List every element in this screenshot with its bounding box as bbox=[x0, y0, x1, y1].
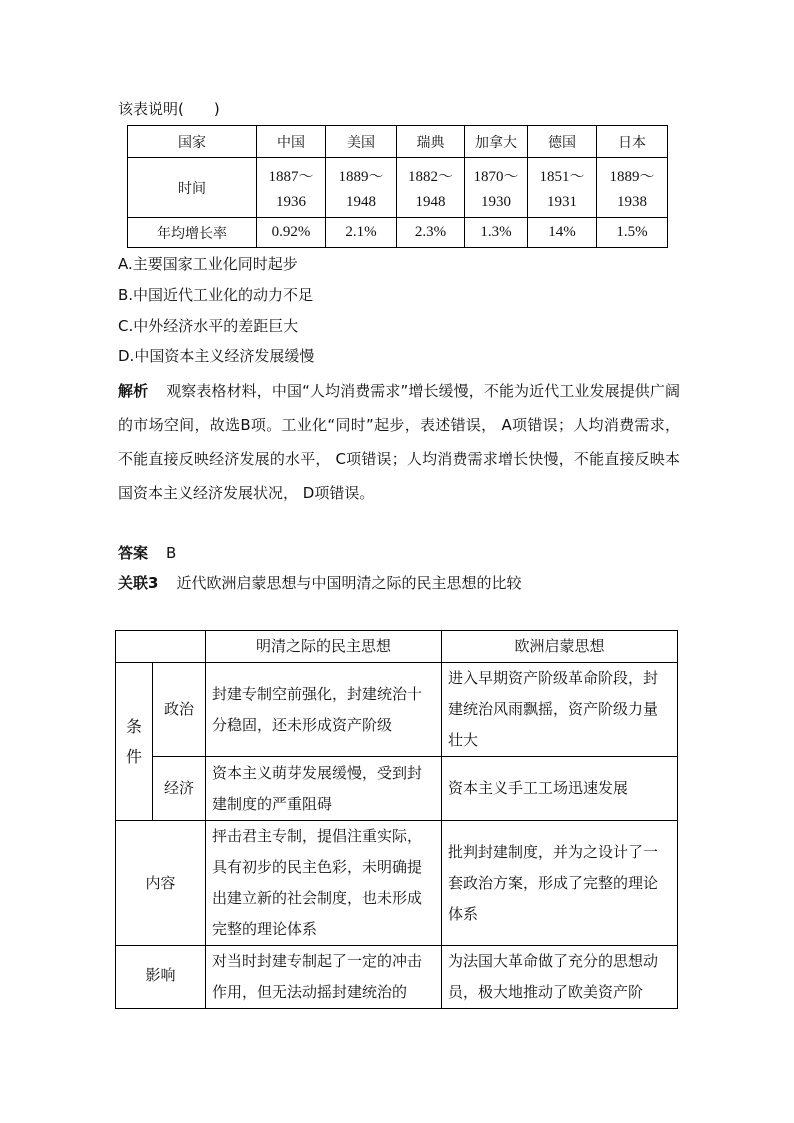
time-label: 时间 bbox=[128, 158, 257, 218]
politics-label: 政治 bbox=[153, 663, 206, 757]
option-d: D.中国资本主义经济发展缓慢 bbox=[118, 347, 315, 365]
answer-line bbox=[118, 542, 176, 563]
content-ming: 抨击君主专制，提倡注重实际，具有初步的民主色彩，未明确提出建立新的社会制度，也未形成完整的理论体系 bbox=[206, 821, 442, 946]
economy-ming: 资本主义萌芽发展缓慢，受到封建制度的严重阻碍 bbox=[206, 757, 442, 821]
impact-ming: 对当时封建专制起了一定的冲击作用，但无法动摇封建统治的 bbox=[206, 946, 442, 1009]
impact-label: 影响 bbox=[116, 946, 206, 1009]
option-b: B.中国近代工业化的动力不足 bbox=[118, 286, 314, 304]
header-country: 国家 bbox=[128, 126, 257, 158]
section-heading bbox=[118, 572, 521, 593]
corner-cell bbox=[116, 631, 206, 663]
header-canada: 加拿大 bbox=[465, 126, 528, 158]
answer-value: B bbox=[166, 544, 177, 562]
rate-cell: 1.5% bbox=[597, 218, 668, 248]
time-cell: 1887～ 1936 bbox=[257, 158, 326, 218]
time-cell: 1851～ 1931 bbox=[528, 158, 597, 218]
rate-cell: 1.3% bbox=[465, 218, 528, 248]
header-china: 中国 bbox=[257, 126, 326, 158]
politics-ming: 封建专制空前强化，封建统治十分稳固，还未形成资产阶级 bbox=[206, 663, 442, 757]
time-cell: 1889～ 1938 bbox=[597, 158, 668, 218]
politics-europe: 进入早期资产阶级革命阶段，封建统治风雨飘摇，资产阶级力量壮大 bbox=[442, 663, 678, 757]
rate-cell: 2.1% bbox=[326, 218, 397, 248]
rate-label: 年均增长率 bbox=[128, 218, 257, 248]
header-europe: 欧洲启蒙思想 bbox=[442, 631, 678, 663]
content-europe: 批判封建制度，并为之设计了一套政治方案，形成了完整的理论体系 bbox=[442, 821, 678, 946]
economy-label: 经济 bbox=[153, 757, 206, 821]
option-c: C.中外经济水平的差距巨大 bbox=[118, 317, 299, 335]
header-sweden: 瑞典 bbox=[397, 126, 465, 158]
header-ming-qing: 明清之际的民主思想 bbox=[206, 631, 442, 663]
answer-label: 答案 bbox=[118, 544, 149, 562]
time-cell: 1889～ 1948 bbox=[326, 158, 397, 218]
analysis-text: 观察表格材料，中国“人均消费需求”增长缓慢，不能为近代工业发展提供广阔的市场空间，故选B项。工业化“同时”起步，表述错误， A项错误；人均消费需求，不能直接反映经济发展的水平， C项错误；人均消费需求增长快慢，不能直接反映本国资本主义经济发展状况， D项错误。 bbox=[118, 382, 680, 502]
header-germany: 德国 bbox=[528, 126, 597, 158]
section-label: 关联3 bbox=[118, 574, 159, 592]
content-label: 内容 bbox=[116, 821, 206, 946]
time-cell: 1882～ 1948 bbox=[397, 158, 465, 218]
rate-cell: 0.92% bbox=[257, 218, 326, 248]
section-title: 近代欧洲启蒙思想与中国明清之际的民主思想的比较 bbox=[176, 574, 522, 592]
economy-europe: 资本主义手工工场迅速发展 bbox=[442, 757, 678, 821]
header-japan: 日本 bbox=[597, 126, 668, 158]
analysis-label: 解析 bbox=[118, 382, 149, 400]
impact-europe: 为法国大革命做了充分的思想动员，极大地推动了欧美资产阶 bbox=[442, 946, 678, 1009]
condition-label: 条件 bbox=[116, 663, 153, 821]
rate-cell: 2.3% bbox=[397, 218, 465, 248]
comparison-table bbox=[115, 630, 678, 1009]
question-prompt: 该表说明( ) bbox=[118, 100, 220, 118]
analysis-paragraph bbox=[118, 374, 680, 510]
rate-cell: 14% bbox=[528, 218, 597, 248]
time-cell: 1870～ 1930 bbox=[465, 158, 528, 218]
growth-rate-table bbox=[127, 125, 668, 248]
header-usa: 美国 bbox=[326, 126, 397, 158]
option-a: A.主要国家工业化同时起步 bbox=[118, 255, 298, 273]
